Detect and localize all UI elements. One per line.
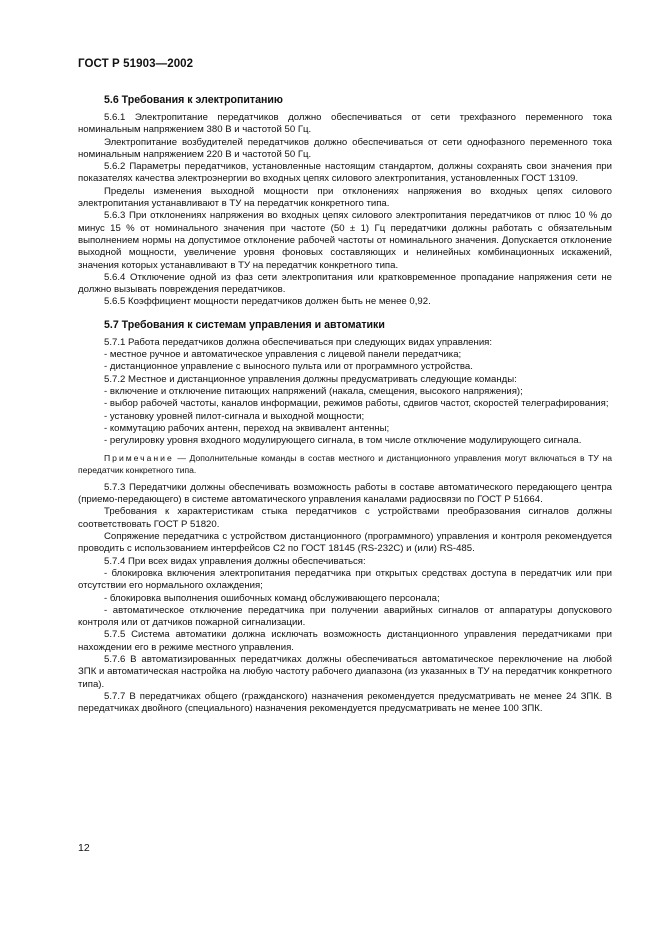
section-title-5-7: 5.7 Требования к системам управления и автоматики xyxy=(104,318,385,331)
paragraph-5-7-3: 5.7.3 Передатчики должны обеспечивать возможность работы в составе автоматического передающего центра (приемо-передающего) в системе автоматического управления каналами радиосвязи по ГОСТ Р 51664. xyxy=(78,481,612,506)
paragraph-5-7-3-coupling: Сопряжение передатчика с устройством дистанционного (программного) управления и контроля рекомендуется проводить с использованием интерфейсов С2 по ГОСТ 18145 (RS-232C) и (или) RS-485. xyxy=(78,531,612,555)
list-item: - местное ручное и автоматическое управления с лицевой панели передатчика; xyxy=(104,349,462,361)
note-text: — Дополнительные команды в состав местного и дистанционного управления могут включаться в ТУ на передатчик конкретного типа. xyxy=(78,453,612,475)
paragraph-5-7-5: 5.7.5 Система автоматики должна исключать возможность дистанционного управления передатчиками при нахождении его в режиме местного управления. xyxy=(78,629,612,653)
paragraph-5-7-6: 5.7.6 В автоматизированных передатчиках должны обеспечиваться автоматическое переключение на любой ЗПК и автоматическая настройка на любую частоту рабочего диапазона (из указанных в ТУ на передатчик конкретного типа). xyxy=(78,653,612,690)
paragraph-5-6-5: 5.6.5 Коэффициент мощности передатчиков должен быть не менее 0,92. xyxy=(104,296,431,308)
paragraph-5-6-2-limits: Пределы изменения выходной мощности при отклонениях напряжения во входных цепях силового электропитания устанавливают в ТУ на передатчик конкретного типа. xyxy=(78,185,612,210)
list-item: - автоматическое отключение передатчика при получении аварийных сигналов от аппаратуры допускового контроля или от датчиков пожарной сигнализации. xyxy=(78,604,612,629)
list-item: - коммутацию рабочих антенн, переход на эквивалент антенны; xyxy=(104,422,390,434)
note-label: Примечание xyxy=(104,453,174,464)
document-page xyxy=(78,58,612,715)
page-number: 12 xyxy=(78,842,90,854)
list-item: - блокировка выполнения ошибочных команд обслуживающего персонала; xyxy=(104,592,440,604)
paragraph-5-6-4: 5.6.4 Отключение одной из фаз сети электропитания или кратковременное пропадание напряжения сети не должно вызывать повреждения передатчиков. xyxy=(78,271,612,296)
paragraph-5-6-1-exciters: Электропитание возбудителей передатчиков должно обеспечиваться от сети однофазного переменного тока номинальным напряжением 220 В и частотой 50 Гц. xyxy=(78,136,612,160)
note xyxy=(78,453,612,475)
paragraph-5-7-1: 5.7.1 Работа передатчиков должна обеспечиваться при следующих видах управления: xyxy=(104,336,493,348)
list-item: - блокировка включения электропитания передатчика при открытых средствах доступа в передатчик или при отсутствии его нормального охлаждения; xyxy=(78,567,612,592)
paragraph-5-7-2: 5.7.2 Местное и дистанционное управления должны предусматривать следующие команды: xyxy=(104,373,517,385)
list-item: - включение и отключение питающих напряжений (накала, смещения, высокого напряжения); xyxy=(104,385,523,397)
section-title-5-6: 5.6 Требования к электропитанию xyxy=(104,94,283,106)
list-item: - установку уровней пилот-сигнала и выходной мощности; xyxy=(104,410,365,422)
paragraph-5-7-4: 5.7.4 При всех видах управления должны обеспечиваться: xyxy=(104,555,366,567)
paragraph-5-6-2: 5.6.2 Параметры передатчиков, установленные настоящим стандартом, должны сохранять свои значения при показателях качества электроэнергии во входных цепях силового электропитания, установленных ГОСТ 13109. xyxy=(78,161,612,185)
paragraph-5-7-3-interface: Требования к характеристикам стыка передатчиков с устройствами преобразования сигналов должны соответствовать ГОСТ Р 51820. xyxy=(78,506,612,530)
paragraph-5-6-1: 5.6.1 Электропитание передатчиков должно обеспечиваться от сети трехфазного переменного тока номинальным напряжением 380 В и частотой 50 Гц. xyxy=(78,112,612,136)
paragraph-5-7-7: 5.7.7 В передатчиках общего (гражданского) назначения рекомендуется предусматривать не менее 24 ЗПК. В передатчиках двойного (специального) назначения рекомендуется предусматривать не менее 100 ЗПК. xyxy=(78,690,612,715)
list-item: - выбор рабочей частоты, каналов информации, режимов работы, сдвигов частот, скоростей телеграфирования; xyxy=(104,398,609,410)
list-item: - регулировку уровня входного модулирующего сигнала, в том числе отключение модулирующего сигнала. xyxy=(104,435,582,447)
document-header: ГОСТ Р 51903—2002 xyxy=(78,58,194,70)
paragraph-5-6-3: 5.6.3 При отклонениях напряжения во входных цепях силового электропитания передатчиков от плюс 10 % до минус 15 % от номинального значения при частоте (50 ± 1) Гц передатчики должны работать с обязательным выполнением нормы на допустимое отклонение рабочей частоты от номинального значения. Допускается отклонение выходной мощности, увеличение уровня фоновых составляющих и нелинейных комбинационных искажений, значения которых устанавливают в ТУ на передатчик конкретного типа. xyxy=(78,210,612,271)
list-item: - дистанционное управление с выносного пульта или от программного устройства. xyxy=(104,361,473,373)
